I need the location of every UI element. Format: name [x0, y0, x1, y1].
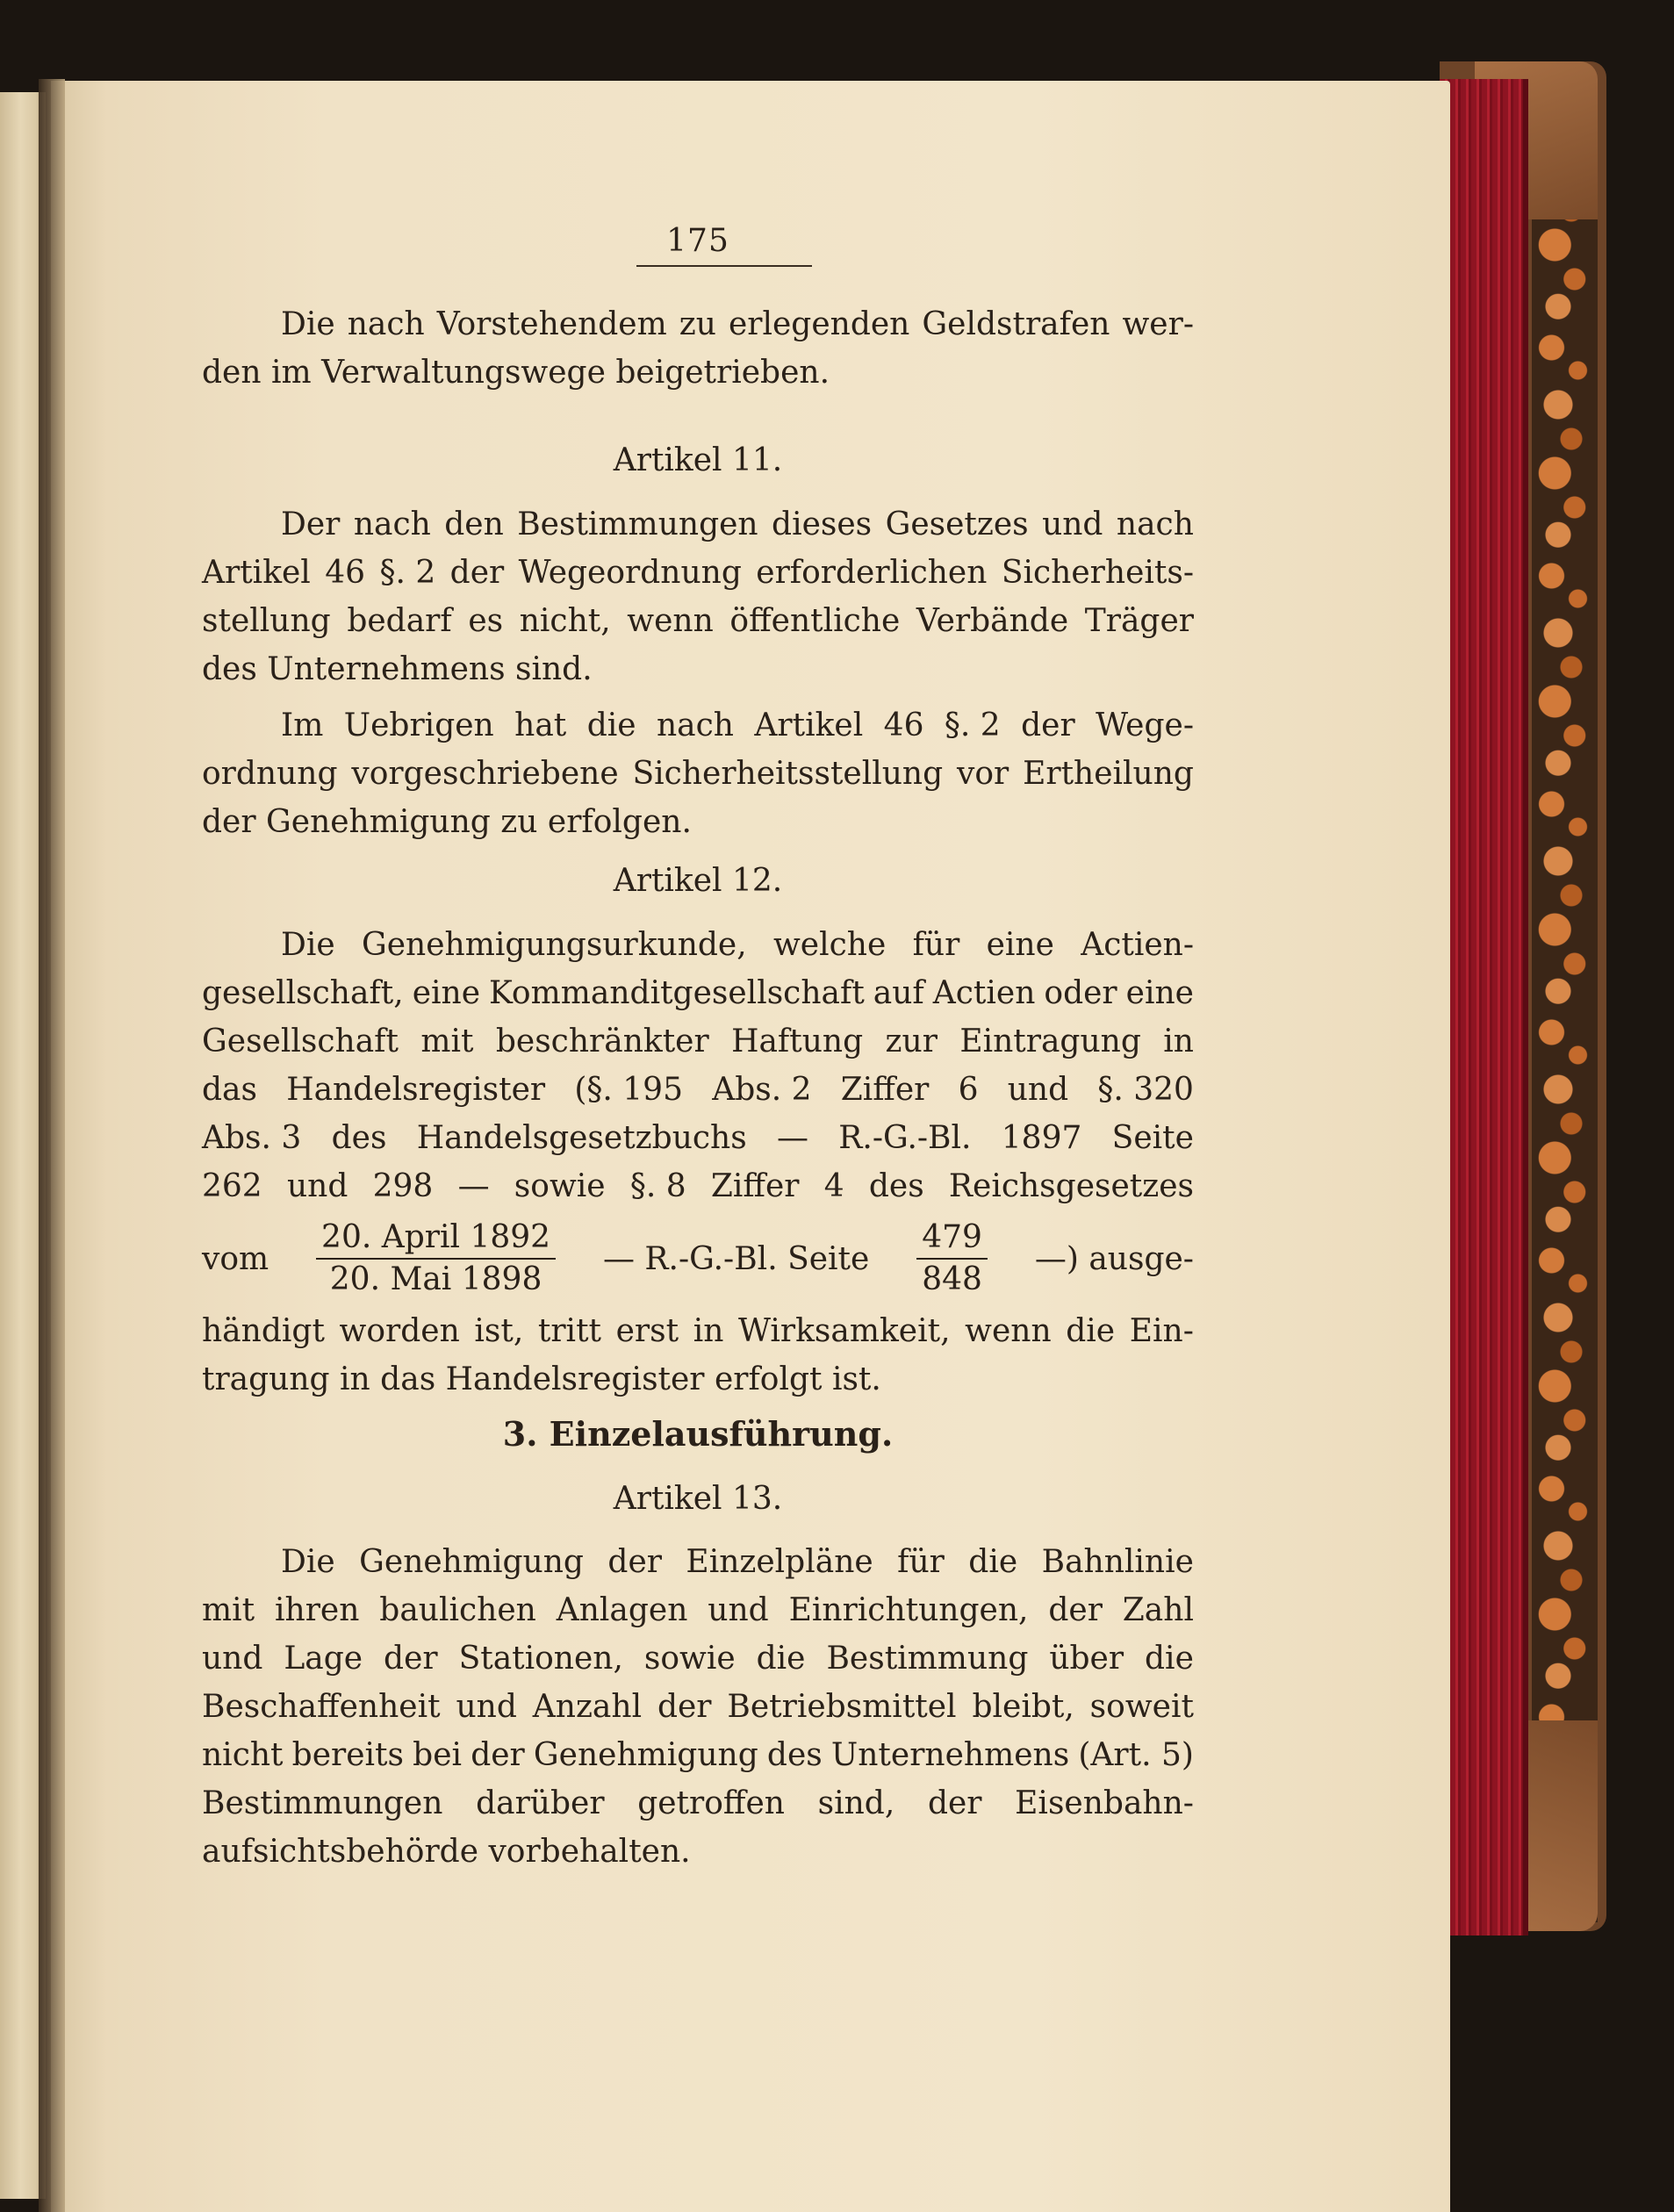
fraction-numerator: 479 [916, 1217, 988, 1260]
word: bleibt, [972, 1689, 1074, 1725]
word: §. 8 [629, 1168, 686, 1204]
word: dieses [772, 506, 873, 542]
fraction-denominator: 848 [922, 1261, 982, 1297]
word: gesellschaft, [202, 975, 404, 1011]
word: der [384, 1641, 438, 1677]
word: Genehmigung [359, 1544, 584, 1580]
word: Sicherheitsstellung [632, 756, 944, 792]
word: worden [339, 1313, 460, 1349]
word: den [444, 506, 504, 542]
text-line [202, 1114, 1194, 1162]
text-line [202, 921, 1194, 969]
word: soweit [1089, 1689, 1194, 1725]
word: ist, [474, 1313, 524, 1349]
word: der [471, 1737, 525, 1773]
word: bedarf [347, 603, 452, 639]
word: Actien- [1081, 927, 1194, 963]
word: das [202, 1072, 257, 1108]
word: getroffen [637, 1785, 785, 1821]
word: und [286, 1168, 348, 1204]
word: und [1007, 1072, 1069, 1108]
word: Genehmigung [533, 1737, 758, 1773]
word: vorgeschriebene [351, 756, 619, 792]
date-fraction [316, 1217, 556, 1300]
word: zu [679, 306, 716, 342]
word: der [927, 1785, 982, 1821]
word: in [693, 1313, 724, 1349]
word: §. 320 [1097, 1072, 1194, 1108]
word: sind, [817, 1785, 895, 1821]
heading-artikel-12: Artikel 12. [613, 863, 783, 899]
word: Ertheilung [1023, 756, 1194, 792]
word: Anzahl [532, 1689, 643, 1725]
word: der [1048, 1592, 1103, 1628]
word: und [708, 1592, 769, 1628]
word: bei [413, 1737, 463, 1773]
word: sowie [514, 1168, 606, 1204]
text-line [202, 1017, 1194, 1066]
word: beschränkter [495, 1023, 709, 1059]
word: Betriebsmittel [727, 1689, 957, 1725]
red-page-edges [1440, 79, 1528, 1936]
word: Verbände [916, 603, 1069, 639]
word: Ein- [1129, 1313, 1194, 1349]
word: nach [347, 306, 425, 342]
word: Die [281, 927, 335, 963]
word: Seite [1111, 1120, 1194, 1156]
text-line-last: des Unternehmens sind. [202, 651, 593, 687]
word: eine [986, 927, 1054, 963]
word: es [468, 603, 504, 639]
text-line [202, 500, 1194, 549]
word: §. 2 [379, 555, 436, 591]
heading-artikel-11: Artikel 11. [613, 442, 783, 478]
word: und [1042, 506, 1103, 542]
header-rule [636, 265, 812, 267]
word: 1897 [1001, 1120, 1082, 1156]
word: erst [615, 1313, 679, 1349]
word: die [1066, 1313, 1116, 1349]
word: Der [281, 506, 341, 542]
text-line [202, 750, 1194, 798]
word: in [1163, 1023, 1194, 1059]
word: der [1021, 707, 1075, 743]
fraction-numerator: 20. April 1892 [316, 1217, 556, 1260]
word: — [776, 1120, 808, 1156]
word: öffentliche [729, 603, 901, 639]
word: Geldstrafen [922, 306, 1110, 342]
word: nach [1116, 506, 1194, 542]
word: nicht, [519, 603, 611, 639]
word: 46 [325, 555, 366, 591]
word: Bestimmung [826, 1641, 1029, 1677]
word: Im [281, 707, 324, 743]
word: 262 [202, 1168, 262, 1204]
word: Wegeordnung [518, 555, 742, 591]
word: zur [885, 1023, 938, 1059]
text-line [202, 701, 1194, 750]
paragraph-artikel-13 [202, 1538, 1194, 1876]
word: Ziffer [710, 1168, 800, 1204]
word: Vorstehendem [436, 306, 667, 342]
word: wenn [627, 603, 714, 639]
section-heading-einzelausfuehrung: 3. Einzelausführung. [502, 1414, 894, 1454]
word: —) ausge- [1034, 1240, 1194, 1277]
word: Anlagen [556, 1592, 688, 1628]
text-line [202, 1066, 1194, 1114]
text-line [202, 1634, 1194, 1683]
word: darüber [476, 1785, 605, 1821]
word: Gesellschaft [202, 1023, 399, 1059]
word: 4 [823, 1168, 844, 1204]
word: Genehmigungsurkunde, [361, 927, 747, 963]
word: Die [281, 1544, 335, 1580]
word: sowie [643, 1641, 736, 1677]
word: mit [420, 1023, 474, 1059]
word: 6 [958, 1072, 979, 1108]
word: Die [281, 306, 335, 342]
word: erlegenden [728, 306, 910, 342]
word: nach [657, 707, 734, 743]
word: die [756, 1641, 806, 1677]
word: eine [412, 975, 480, 1011]
word: Zahl [1122, 1592, 1194, 1628]
word: Beschaffenheit [202, 1689, 441, 1725]
word: nicht [202, 1737, 284, 1773]
word: über [1049, 1641, 1124, 1677]
word: wer- [1122, 306, 1194, 342]
word: Bestimmungen [202, 1785, 443, 1821]
text-line [202, 1538, 1194, 1586]
word: 298 [372, 1168, 434, 1204]
word: Unternehmens [830, 1737, 1070, 1773]
word: Actien [932, 975, 1036, 1011]
word: Abs. 3 [202, 1120, 302, 1156]
word: die [968, 1544, 1018, 1580]
word: Einzelpläne [686, 1544, 873, 1580]
word: Artikel [202, 555, 311, 591]
word: und [456, 1689, 517, 1725]
word: stellung [202, 603, 331, 639]
word: die [586, 707, 636, 743]
word: Uebrigen [343, 707, 494, 743]
word: nach [353, 506, 431, 542]
word: auf [873, 975, 924, 1011]
word: §. 2 [944, 707, 1001, 743]
word: der [607, 1544, 662, 1580]
word: Eintragung [959, 1023, 1141, 1059]
word: für [912, 927, 960, 963]
word: Lage [284, 1641, 363, 1677]
word: Einrichtungen, [788, 1592, 1029, 1628]
word: erforderlichen [756, 555, 988, 591]
word: Träger [1084, 603, 1194, 639]
word: ihren [275, 1592, 360, 1628]
word: Bahnlinie [1041, 1544, 1194, 1580]
text-line [202, 597, 1194, 645]
page-fraction [916, 1217, 988, 1300]
text-line [202, 1683, 1194, 1731]
word: für [897, 1544, 945, 1580]
word: des [766, 1737, 823, 1773]
word: Eisenbahn- [1015, 1785, 1194, 1821]
text-line [202, 969, 1194, 1017]
word: die [1145, 1641, 1194, 1677]
word: oder [1044, 975, 1117, 1011]
word: — [457, 1168, 490, 1204]
word: der [657, 1689, 712, 1725]
word: wenn [965, 1313, 1052, 1349]
word: Haftung [731, 1023, 864, 1059]
marbled-cover-edge [1532, 97, 1598, 1922]
word: bereits [291, 1737, 404, 1773]
text-line-last: tragung in das Handelsregister erfolgt ist. [202, 1361, 881, 1397]
word: Reichsgesetzes [948, 1168, 1194, 1204]
word: baulichen [379, 1592, 536, 1628]
word: und [202, 1641, 263, 1677]
word: Gesetzes [885, 506, 1029, 542]
fraction-line [202, 1210, 1194, 1307]
page-number: 175 [666, 223, 729, 259]
fraction-denominator: 20. Mai 1898 [329, 1261, 542, 1297]
word: tritt [537, 1313, 601, 1349]
book-page [51, 81, 1450, 2212]
word: Artikel [754, 707, 864, 743]
text-line [202, 1779, 1194, 1828]
text-line-last: aufsichtsbehörde vorbehalten. [202, 1834, 691, 1870]
word: mit [202, 1592, 255, 1628]
spine-gutter [39, 79, 65, 2212]
text-line [202, 300, 1194, 348]
word: Handelsgesetzbuchs [416, 1120, 747, 1156]
paragraph-artikel-11-remaining [202, 701, 1194, 846]
word: ordnung [202, 756, 338, 792]
text-line-last: der Genehmigung zu erfolgen. [202, 804, 692, 840]
word: Stationen, [458, 1641, 623, 1677]
word: (Art. 5) [1078, 1737, 1194, 1773]
word: der [449, 555, 505, 591]
text-line [202, 1307, 1194, 1355]
word: Sicherheits- [1001, 555, 1194, 591]
paragraph-artikel-12 [202, 921, 1194, 1404]
word: Abs. 2 [712, 1072, 812, 1108]
paragraph-fines [202, 300, 1194, 397]
word: (§. 195 [574, 1072, 683, 1108]
word: vom [202, 1240, 269, 1277]
word: eine [1125, 975, 1194, 1011]
word: Bestimmungen [517, 506, 758, 542]
word: Handelsregister [286, 1072, 546, 1108]
text-line [202, 549, 1194, 597]
word: vor [957, 756, 1009, 792]
word: — R.-G.-Bl. Seite [602, 1240, 870, 1277]
word: Wege- [1096, 707, 1194, 743]
word: Kommanditgesellschaft [489, 975, 865, 1011]
text-line [202, 1162, 1194, 1210]
text-line [202, 1731, 1194, 1779]
word: R.-G.-Bl. [838, 1120, 972, 1156]
word: 46 [883, 707, 924, 743]
word: händigt [202, 1313, 325, 1349]
text-line-last: den im Verwaltungswege beigetrieben. [202, 355, 830, 391]
word: des [331, 1120, 387, 1156]
word: des [868, 1168, 924, 1204]
word: welche [772, 927, 887, 963]
word: hat [514, 707, 567, 743]
paragraph-artikel-11-security [202, 500, 1194, 693]
word: Wirksamkeit, [738, 1313, 951, 1349]
text-line [202, 1586, 1194, 1634]
word: Ziffer [840, 1072, 930, 1108]
heading-artikel-13: Artikel 13. [613, 1481, 783, 1517]
